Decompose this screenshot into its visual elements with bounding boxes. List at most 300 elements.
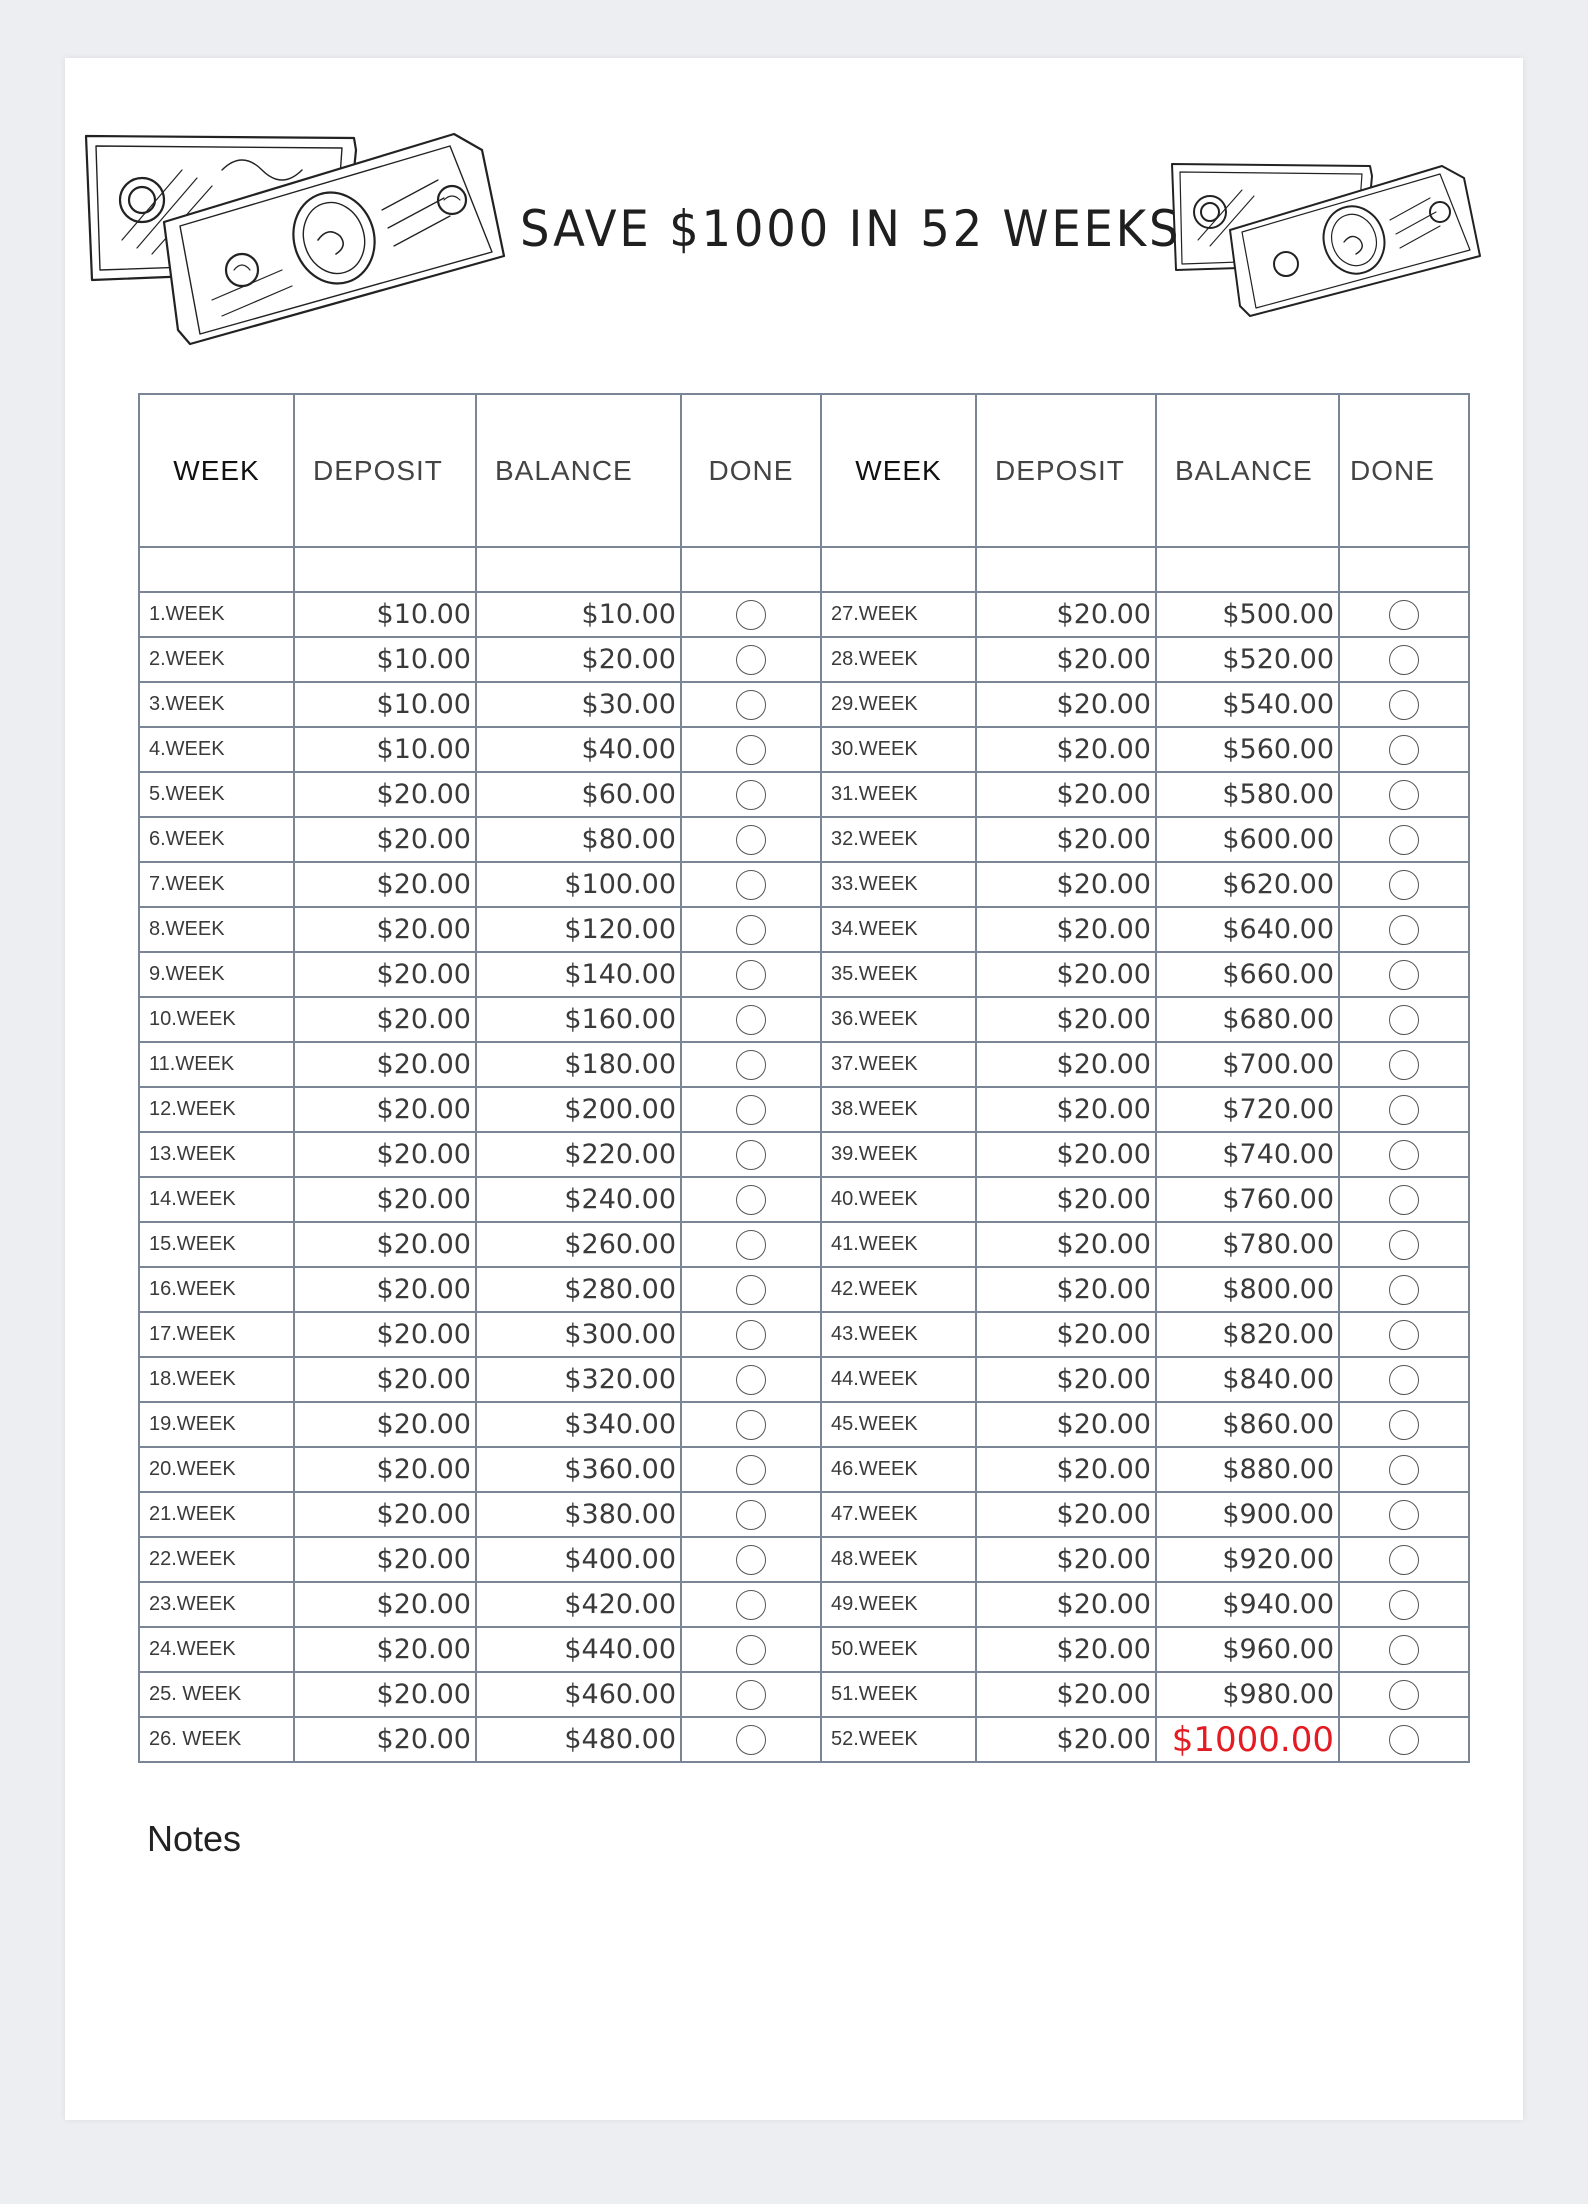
deposit-amount: $20.00 <box>294 772 476 817</box>
done-circle-icon[interactable] <box>1389 1005 1419 1035</box>
week-label: 27.WEEK <box>821 592 976 637</box>
done-cell <box>1339 1492 1469 1537</box>
header-deposit-right: DEPOSIT <box>976 394 1156 547</box>
balance-amount: $160.00 <box>476 997 681 1042</box>
done-cell <box>681 637 821 682</box>
week-label: 20.WEEK <box>139 1447 294 1492</box>
balance-amount: $620.00 <box>1156 862 1339 907</box>
done-circle-icon[interactable] <box>1389 1230 1419 1260</box>
balance-amount: $120.00 <box>476 907 681 952</box>
page-title: SAVE $1000 IN 52 WEEKS <box>520 200 1182 258</box>
money-bills-illustration-left <box>82 130 514 350</box>
deposit-amount: $10.00 <box>294 592 476 637</box>
week-label: 29.WEEK <box>821 682 976 727</box>
deposit-amount: $20.00 <box>976 1492 1156 1537</box>
done-circle-icon[interactable] <box>1389 1635 1419 1665</box>
table-header-row <box>139 394 1469 547</box>
done-cell <box>1339 637 1469 682</box>
done-cell <box>681 592 821 637</box>
done-circle-icon[interactable] <box>736 960 766 990</box>
done-cell <box>681 1087 821 1132</box>
balance-amount: $560.00 <box>1156 727 1339 772</box>
balance-amount: $540.00 <box>1156 682 1339 727</box>
week-label: 37.WEEK <box>821 1042 976 1087</box>
done-cell <box>681 862 821 907</box>
done-circle-icon[interactable] <box>736 600 766 630</box>
deposit-amount: $20.00 <box>976 1447 1156 1492</box>
week-label: 22.WEEK <box>139 1537 294 1582</box>
table-row <box>139 1267 1469 1312</box>
table-row <box>139 1357 1469 1402</box>
done-circle-icon[interactable] <box>736 1410 766 1440</box>
deposit-amount: $20.00 <box>294 1402 476 1447</box>
week-label: 14.WEEK <box>139 1177 294 1222</box>
balance-amount: $320.00 <box>476 1357 681 1402</box>
balance-amount: $400.00 <box>476 1537 681 1582</box>
balance-amount: $420.00 <box>476 1582 681 1627</box>
done-circle-icon[interactable] <box>1389 1050 1419 1080</box>
week-label: 44.WEEK <box>821 1357 976 1402</box>
balance-amount: $840.00 <box>1156 1357 1339 1402</box>
balance-amount: $800.00 <box>1156 1267 1339 1312</box>
week-label: 4.WEEK <box>139 727 294 772</box>
done-cell <box>681 1717 821 1762</box>
done-circle-icon[interactable] <box>1389 1320 1419 1350</box>
table-row <box>139 637 1469 682</box>
table-row <box>139 592 1469 637</box>
done-cell <box>681 952 821 997</box>
done-circle-icon[interactable] <box>1389 645 1419 675</box>
week-label: 8.WEEK <box>139 907 294 952</box>
week-label: 18.WEEK <box>139 1357 294 1402</box>
table-row <box>139 1627 1469 1672</box>
done-circle-icon[interactable] <box>736 1185 766 1215</box>
done-circle-icon[interactable] <box>1389 735 1419 765</box>
blank-cell <box>681 547 821 592</box>
done-circle-icon[interactable] <box>1389 1500 1419 1530</box>
balance-amount: $640.00 <box>1156 907 1339 952</box>
week-label: 16.WEEK <box>139 1267 294 1312</box>
balance-amount: $80.00 <box>476 817 681 862</box>
done-cell <box>681 1537 821 1582</box>
done-circle-icon[interactable] <box>736 1320 766 1350</box>
week-label: 6.WEEK <box>139 817 294 862</box>
week-label: 42.WEEK <box>821 1267 976 1312</box>
done-cell <box>681 907 821 952</box>
done-cell <box>1339 1672 1469 1717</box>
balance-amount: $10.00 <box>476 592 681 637</box>
deposit-amount: $10.00 <box>294 727 476 772</box>
done-cell <box>681 1357 821 1402</box>
done-circle-icon[interactable] <box>1389 1545 1419 1575</box>
done-cell <box>681 1492 821 1537</box>
done-cell <box>1339 1537 1469 1582</box>
deposit-amount: $20.00 <box>976 1717 1156 1762</box>
week-label: 21.WEEK <box>139 1492 294 1537</box>
table-row <box>139 1672 1469 1717</box>
balance-amount: $100.00 <box>476 862 681 907</box>
table-row <box>139 1447 1469 1492</box>
week-label: 52.WEEK <box>821 1717 976 1762</box>
week-label: 3.WEEK <box>139 682 294 727</box>
done-circle-icon[interactable] <box>736 1725 766 1755</box>
done-circle-icon[interactable] <box>1389 960 1419 990</box>
done-cell <box>1339 1627 1469 1672</box>
header-done-right: DONE <box>1339 394 1469 547</box>
week-label: 12.WEEK <box>139 1087 294 1132</box>
balance-amount: $300.00 <box>476 1312 681 1357</box>
table-row <box>139 727 1469 772</box>
done-circle-icon[interactable] <box>736 1005 766 1035</box>
week-label: 49.WEEK <box>821 1582 976 1627</box>
deposit-amount: $20.00 <box>976 637 1156 682</box>
deposit-amount: $20.00 <box>294 1627 476 1672</box>
week-label: 24.WEEK <box>139 1627 294 1672</box>
table-row <box>139 1222 1469 1267</box>
done-cell <box>1339 1267 1469 1312</box>
done-cell <box>681 1312 821 1357</box>
deposit-amount: $10.00 <box>294 682 476 727</box>
week-label: 9.WEEK <box>139 952 294 997</box>
deposit-amount: $20.00 <box>294 1042 476 1087</box>
balance-amount: $180.00 <box>476 1042 681 1087</box>
deposit-amount: $20.00 <box>294 1267 476 1312</box>
done-circle-icon[interactable] <box>1389 1140 1419 1170</box>
done-cell <box>681 997 821 1042</box>
deposit-amount: $20.00 <box>976 862 1156 907</box>
deposit-amount: $20.00 <box>976 1087 1156 1132</box>
done-circle-icon[interactable] <box>1389 1455 1419 1485</box>
deposit-amount: $20.00 <box>294 1672 476 1717</box>
deposit-amount: $20.00 <box>976 682 1156 727</box>
deposit-amount: $20.00 <box>976 1582 1156 1627</box>
balance-amount: $520.00 <box>1156 637 1339 682</box>
deposit-amount: $10.00 <box>294 637 476 682</box>
balance-amount: $240.00 <box>476 1177 681 1222</box>
deposit-amount: $20.00 <box>976 1357 1156 1402</box>
done-circle-icon[interactable] <box>1389 1590 1419 1620</box>
done-cell <box>1339 997 1469 1042</box>
week-label: 40.WEEK <box>821 1177 976 1222</box>
done-circle-icon[interactable] <box>736 1500 766 1530</box>
done-circle-icon[interactable] <box>736 780 766 810</box>
week-label: 2.WEEK <box>139 637 294 682</box>
week-label: 1.WEEK <box>139 592 294 637</box>
deposit-amount: $20.00 <box>294 1447 476 1492</box>
week-label: 48.WEEK <box>821 1537 976 1582</box>
done-cell <box>1339 682 1469 727</box>
done-cell <box>1339 1222 1469 1267</box>
done-cell <box>1339 1042 1469 1087</box>
balance-amount: $920.00 <box>1156 1537 1339 1582</box>
table-row <box>139 1042 1469 1087</box>
done-circle-icon[interactable] <box>736 1365 766 1395</box>
week-label: 31.WEEK <box>821 772 976 817</box>
deposit-amount: $20.00 <box>294 1312 476 1357</box>
balance-amount: $220.00 <box>476 1132 681 1177</box>
week-label: 23.WEEK <box>139 1582 294 1627</box>
week-label: 36.WEEK <box>821 997 976 1042</box>
blank-cell <box>476 547 681 592</box>
done-circle-icon[interactable] <box>736 690 766 720</box>
week-label: 35.WEEK <box>821 952 976 997</box>
deposit-amount: $20.00 <box>294 907 476 952</box>
balance-amount: $760.00 <box>1156 1177 1339 1222</box>
done-circle-icon[interactable] <box>1389 1410 1419 1440</box>
balance-amount: $30.00 <box>476 682 681 727</box>
done-circle-icon[interactable] <box>736 645 766 675</box>
done-cell <box>681 772 821 817</box>
table-row <box>139 1582 1469 1627</box>
done-circle-icon[interactable] <box>736 1635 766 1665</box>
header-deposit-left: DEPOSIT <box>294 394 476 547</box>
header-week-left: WEEK <box>139 394 294 547</box>
table-row <box>139 1717 1469 1762</box>
done-cell <box>1339 862 1469 907</box>
deposit-amount: $20.00 <box>976 1627 1156 1672</box>
deposit-amount: $20.00 <box>294 1717 476 1762</box>
table-row <box>139 817 1469 862</box>
balance-amount: $280.00 <box>476 1267 681 1312</box>
balance-amount: $200.00 <box>476 1087 681 1132</box>
balance-amount: $340.00 <box>476 1402 681 1447</box>
done-circle-icon[interactable] <box>736 1455 766 1485</box>
balance-amount: $360.00 <box>476 1447 681 1492</box>
table-row <box>139 1492 1469 1537</box>
balance-amount: $740.00 <box>1156 1132 1339 1177</box>
done-cell <box>681 1042 821 1087</box>
deposit-amount: $20.00 <box>294 1222 476 1267</box>
deposit-amount: $20.00 <box>294 1582 476 1627</box>
done-circle-icon[interactable] <box>1389 600 1419 630</box>
deposit-amount: $20.00 <box>976 1402 1156 1447</box>
week-label: 13.WEEK <box>139 1132 294 1177</box>
done-cell <box>1339 1357 1469 1402</box>
balance-amount: $980.00 <box>1156 1672 1339 1717</box>
done-cell <box>681 727 821 772</box>
done-cell <box>681 1627 821 1672</box>
done-cell <box>681 817 821 862</box>
week-label: 50.WEEK <box>821 1627 976 1672</box>
header-week-right: WEEK <box>821 394 976 547</box>
week-label: 43.WEEK <box>821 1312 976 1357</box>
deposit-amount: $20.00 <box>976 817 1156 862</box>
done-circle-icon[interactable] <box>1389 1365 1419 1395</box>
blank-cell <box>1156 547 1339 592</box>
balance-amount: $440.00 <box>476 1627 681 1672</box>
balance-amount: $60.00 <box>476 772 681 817</box>
deposit-amount: $20.00 <box>976 1132 1156 1177</box>
done-cell <box>681 1222 821 1267</box>
balance-amount: $600.00 <box>1156 817 1339 862</box>
deposit-amount: $20.00 <box>976 1177 1156 1222</box>
table-row <box>139 682 1469 727</box>
deposit-amount: $20.00 <box>976 1312 1156 1357</box>
week-label: 5.WEEK <box>139 772 294 817</box>
week-label: 17.WEEK <box>139 1312 294 1357</box>
done-circle-icon[interactable] <box>736 1140 766 1170</box>
money-bills-illustration-right <box>1168 160 1488 320</box>
table-row <box>139 1402 1469 1447</box>
done-cell <box>1339 1312 1469 1357</box>
deposit-amount: $20.00 <box>976 1267 1156 1312</box>
done-circle-icon[interactable] <box>1389 870 1419 900</box>
deposit-amount: $20.00 <box>294 952 476 997</box>
done-circle-icon[interactable] <box>736 1590 766 1620</box>
week-label: 28.WEEK <box>821 637 976 682</box>
done-circle-icon[interactable] <box>1389 825 1419 855</box>
done-circle-icon[interactable] <box>1389 1680 1419 1710</box>
blank-cell <box>821 547 976 592</box>
done-cell <box>1339 1177 1469 1222</box>
done-circle-icon[interactable] <box>736 870 766 900</box>
done-cell <box>681 1447 821 1492</box>
savings-table <box>138 393 1470 1763</box>
week-label: 33.WEEK <box>821 862 976 907</box>
done-cell <box>1339 592 1469 637</box>
week-label: 32.WEEK <box>821 817 976 862</box>
done-cell <box>681 1132 821 1177</box>
balance-amount: $140.00 <box>476 952 681 997</box>
done-cell <box>681 1672 821 1717</box>
balance-amount: $820.00 <box>1156 1312 1339 1357</box>
balance-amount: $900.00 <box>1156 1492 1339 1537</box>
done-cell <box>681 1267 821 1312</box>
balance-amount: $660.00 <box>1156 952 1339 997</box>
done-cell <box>1339 1717 1469 1762</box>
done-cell <box>1339 1582 1469 1627</box>
done-circle-icon[interactable] <box>736 1545 766 1575</box>
balance-amount: $680.00 <box>1156 997 1339 1042</box>
done-cell <box>1339 772 1469 817</box>
done-circle-icon[interactable] <box>1389 1185 1419 1215</box>
done-circle-icon[interactable] <box>1389 690 1419 720</box>
week-label: 38.WEEK <box>821 1087 976 1132</box>
table-row <box>139 997 1469 1042</box>
table-row <box>139 1537 1469 1582</box>
week-label: 7.WEEK <box>139 862 294 907</box>
header-done-left: DONE <box>681 394 821 547</box>
deposit-amount: $20.00 <box>294 817 476 862</box>
done-circle-icon[interactable] <box>736 1050 766 1080</box>
deposit-amount: $20.00 <box>294 1357 476 1402</box>
week-label: 11.WEEK <box>139 1042 294 1087</box>
done-cell <box>1339 952 1469 997</box>
deposit-amount: $20.00 <box>976 727 1156 772</box>
deposit-amount: $20.00 <box>294 1132 476 1177</box>
done-circle-icon[interactable] <box>1389 1275 1419 1305</box>
deposit-amount: $20.00 <box>976 997 1156 1042</box>
week-label: 19.WEEK <box>139 1402 294 1447</box>
week-label: 41.WEEK <box>821 1222 976 1267</box>
balance-amount: $260.00 <box>476 1222 681 1267</box>
balance-amount: $720.00 <box>1156 1087 1339 1132</box>
done-cell <box>681 1402 821 1447</box>
done-cell <box>681 682 821 727</box>
week-label: 10.WEEK <box>139 997 294 1042</box>
done-cell <box>1339 817 1469 862</box>
balance-amount: $780.00 <box>1156 1222 1339 1267</box>
deposit-amount: $20.00 <box>976 772 1156 817</box>
balance-amount: $460.00 <box>476 1672 681 1717</box>
week-label: 46.WEEK <box>821 1447 976 1492</box>
blank-cell <box>294 547 476 592</box>
done-circle-icon[interactable] <box>736 1680 766 1710</box>
deposit-amount: $20.00 <box>294 1087 476 1132</box>
deposit-amount: $20.00 <box>976 1042 1156 1087</box>
week-label: 51.WEEK <box>821 1672 976 1717</box>
done-circle-icon[interactable] <box>1389 780 1419 810</box>
week-label: 15.WEEK <box>139 1222 294 1267</box>
done-circle-icon[interactable] <box>736 1095 766 1125</box>
balance-amount: $700.00 <box>1156 1042 1339 1087</box>
done-circle-icon[interactable] <box>736 1230 766 1260</box>
balance-amount: $940.00 <box>1156 1582 1339 1627</box>
table-row <box>139 862 1469 907</box>
week-label: 45.WEEK <box>821 1402 976 1447</box>
balance-amount: $500.00 <box>1156 592 1339 637</box>
table-row <box>139 1087 1469 1132</box>
deposit-amount: $20.00 <box>294 862 476 907</box>
week-label: 25. WEEK <box>139 1672 294 1717</box>
deposit-amount: $20.00 <box>976 907 1156 952</box>
deposit-amount: $20.00 <box>294 997 476 1042</box>
balance-amount: $20.00 <box>476 637 681 682</box>
balance-amount: $580.00 <box>1156 772 1339 817</box>
blank-row <box>139 547 1469 592</box>
deposit-amount: $20.00 <box>976 1222 1156 1267</box>
done-circle-icon[interactable] <box>736 735 766 765</box>
week-label: 34.WEEK <box>821 907 976 952</box>
deposit-amount: $20.00 <box>976 1672 1156 1717</box>
table-row <box>139 772 1469 817</box>
table-row <box>139 1312 1469 1357</box>
done-circle-icon[interactable] <box>1389 915 1419 945</box>
done-cell <box>1339 1087 1469 1132</box>
done-circle-icon[interactable] <box>736 915 766 945</box>
week-label: 30.WEEK <box>821 727 976 772</box>
week-label: 47.WEEK <box>821 1492 976 1537</box>
deposit-amount: $20.00 <box>294 1177 476 1222</box>
done-cell <box>681 1582 821 1627</box>
week-label: 39.WEEK <box>821 1132 976 1177</box>
final-balance-amount: $1000.00 <box>1156 1717 1339 1762</box>
balance-amount: $880.00 <box>1156 1447 1339 1492</box>
table-row <box>139 1177 1469 1222</box>
balance-amount: $40.00 <box>476 727 681 772</box>
done-cell <box>1339 1402 1469 1447</box>
done-circle-icon[interactable] <box>736 1275 766 1305</box>
done-cell <box>681 1177 821 1222</box>
done-cell <box>1339 1132 1469 1177</box>
done-circle-icon[interactable] <box>736 825 766 855</box>
done-circle-icon[interactable] <box>1389 1095 1419 1125</box>
blank-cell <box>1339 547 1469 592</box>
done-cell <box>1339 727 1469 772</box>
deposit-amount: $20.00 <box>976 592 1156 637</box>
week-label: 26. WEEK <box>139 1717 294 1762</box>
done-circle-icon[interactable] <box>1389 1725 1419 1755</box>
balance-amount: $380.00 <box>476 1492 681 1537</box>
header-balance-right: BALANCE <box>1156 394 1339 547</box>
balance-amount: $480.00 <box>476 1717 681 1762</box>
header-balance-left: BALANCE <box>476 394 681 547</box>
deposit-amount: $20.00 <box>294 1537 476 1582</box>
notes-label: Notes <box>147 1818 242 1859</box>
deposit-amount: $20.00 <box>976 952 1156 997</box>
done-cell <box>1339 1447 1469 1492</box>
deposit-amount: $20.00 <box>976 1537 1156 1582</box>
